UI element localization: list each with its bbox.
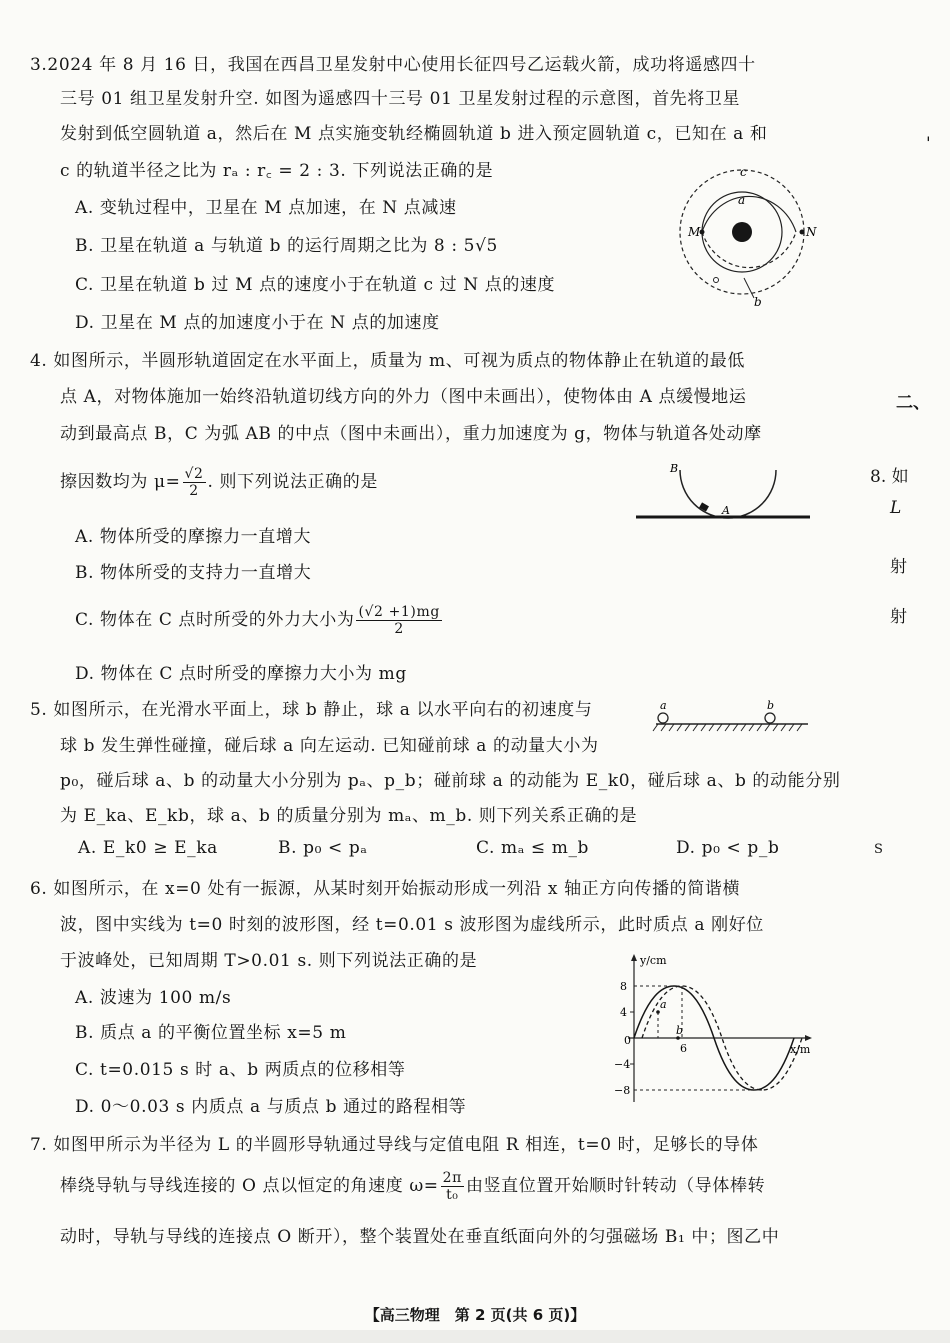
mu-fraction: [183, 466, 206, 499]
ball-b: [765, 713, 775, 723]
q6-line-3: 于波峰处，已知周期 T>0.01 s. 则下列说法正确的是: [60, 951, 478, 971]
label-b: b: [676, 1024, 684, 1037]
q4-option-b: B. 物体所受的支持力一直增大: [75, 563, 312, 583]
label-b: B: [670, 462, 679, 475]
q7-line-3: 动时，导轨与导线的连接点 O 断开），整个装置处在垂直纸面向外的匀强磁场 B₁ 中；图乙中: [60, 1227, 780, 1247]
q6-option-d: D. 0～0.03 s 内质点 a 与质点 b 通过的路程相等: [75, 1097, 467, 1117]
wave-graph: [612, 952, 820, 1110]
tick-y-4: 4: [620, 1006, 627, 1019]
q6-line-1: 6. 如图所示，在 x=0 处有一振源，从某时刻开始振动形成一列沿 x 轴正方向传播的简谐横: [30, 879, 741, 899]
q3-option-d: D. 卫星在 M 点的加速度小于在 N 点的加速度: [75, 313, 440, 333]
q4-option-d: D. 物体在 C 点时所受的摩擦力大小为 mg: [75, 664, 407, 684]
tick-y-neg4: −4: [614, 1058, 631, 1071]
q7-line-2-tail: 由竖直位置开始顺时针转动（导体棒转: [465, 1176, 766, 1196]
surface-hatching: [653, 724, 802, 731]
label-b: b: [754, 295, 762, 309]
x-axis-arrow: [805, 1035, 812, 1041]
q7-line-2-text: 棒绕导轨与导线连接的 O 点以恒定的角速度 ω=: [60, 1176, 439, 1196]
q7-line-2: [60, 1170, 765, 1203]
force-fraction: [356, 604, 441, 637]
q6-line-2: 波，图中实线为 t=0 时刻的波形图，经 t=0.01 s 波形图为虚线所示，此时质点 a 刚好位: [60, 915, 764, 935]
q5-option-d: D. p₀ < p_b: [676, 838, 780, 858]
y-axis-arrow: [631, 954, 637, 961]
margin-mark: ': [926, 134, 931, 154]
omega-fraction: [441, 1170, 464, 1203]
q4-option-c: [75, 604, 444, 637]
margin-question-8: 8. 如: [870, 467, 909, 487]
y-axis-label: y/cm: [640, 954, 667, 967]
q4-mu-prefix: 擦因数均为 μ=: [60, 472, 181, 492]
q3-option-c: C. 卫星在轨道 b 过 M 点的速度小于在轨道 c 过 N 点的速度: [75, 275, 556, 295]
q5-line-2: 球 b 发生弹性碰撞，碰后球 a 向左运动. 已知碰前球 a 的动量大小为: [60, 736, 599, 756]
margin-section-heading: 二、: [896, 393, 930, 413]
q5-line-4: 为 E_ka、E_kb，球 a、b 的质量分别为 mₐ、m_b. 则下列关系正确的是: [60, 806, 638, 826]
q5-option-b: B. p₀ < pₐ: [278, 838, 368, 858]
q3-option-b: B. 卫星在轨道 a 与轨道 b 的运行周期之比为 8 : 5√5: [75, 236, 498, 256]
label-m: M: [688, 225, 701, 239]
q5-line-3: p₀，碰后球 a、b 的动量大小分别为 pₐ、p_b；碰前球 a 的动能为 E_k0，碰后球 a、b 的动能分别: [60, 771, 841, 791]
mu-numerator: √2: [184, 466, 204, 482]
q5-line-1: 5. 如图所示，在光滑水平面上，球 b 静止，球 a 以水平向右的初速度与: [30, 700, 593, 720]
q6-option-c: C. t=0.015 s 时 a、b 两质点的位移相等: [75, 1060, 406, 1080]
omega-denominator: t₀: [446, 1187, 459, 1203]
tick-y-8: 8: [620, 980, 627, 993]
semicircle-track-diagram: [634, 458, 814, 528]
label-a: a: [738, 193, 746, 207]
label-c: c: [740, 165, 747, 179]
margin-fragment-1: 射: [890, 557, 907, 577]
page-footer: 【高三物理 第 2 页(共 6 页)】: [364, 1306, 586, 1324]
q7-line-1: 7. 如图甲所示为半径为 L 的半圆形导轨通过导线与定值电阻 R 相连，t=0 时，足够长的导体: [30, 1135, 759, 1155]
x-axis-label: x/m: [790, 1043, 811, 1056]
q3-option-a: A. 变轨过程中，卫星在 M 点加速，在 N 点减速: [75, 198, 457, 218]
mu-denominator: 2: [189, 483, 199, 499]
q4-mu-suffix: . 则下列说法正确的是: [207, 472, 378, 492]
orbit-diagram: [676, 160, 826, 310]
tick-y-neg8: −8: [614, 1084, 631, 1097]
q4-line-3: 动到最高点 B，C 为弧 AB 的中点（图中未画出），重力加速度为 g，物体与轨道各处动摩: [60, 424, 762, 444]
bottom-band: [0, 1330, 950, 1343]
satellite-marker: [714, 278, 719, 283]
q4-line-2: 点 A，对物体施加一始终沿轨道切线方向的外力（图中未画出），使物体由 A 点缓慢地运: [60, 387, 747, 407]
q6-option-b: B. 质点 a 的平衡位置坐标 x=5 m: [75, 1023, 347, 1043]
omega-numerator: 2π: [442, 1170, 462, 1186]
q3-line-4: c 的轨道半径之比为 rₐ : r꜀ = 2 : 3. 下列说法正确的是: [60, 161, 494, 181]
force-numerator: (√2 +1)mg: [358, 604, 440, 620]
tick-x-6: 6: [680, 1042, 687, 1055]
q3-line-3: 发射到低空圆轨道 a，然后在 M 点实施变轨经椭圆轨道 b 进入预定圆轨道 c，已知在 a 和: [60, 124, 768, 144]
q6-option-a: A. 波速为 100 m/s: [75, 988, 232, 1008]
label-a: a: [660, 998, 667, 1011]
q3-line-2: 三号 01 组卫星发射升空. 如图为遥感四十三号 01 卫星发射过程的示意图，首先将卫星: [60, 89, 741, 109]
margin-l: L: [890, 498, 902, 518]
label-a: A: [722, 504, 730, 517]
point-n: [800, 230, 805, 235]
origin-label: 0: [624, 1034, 631, 1047]
margin-fragment-3: S: [874, 842, 883, 857]
earth: [732, 222, 752, 242]
q4-option-a: A. 物体所受的摩擦力一直增大: [75, 527, 312, 547]
margin-fragment-2: 射: [890, 607, 907, 627]
q5-option-c: C. mₐ ≤ m_b: [476, 838, 590, 858]
collision-diagram: [640, 698, 812, 738]
label-b-pointer: [744, 278, 754, 298]
force-denominator: 2: [394, 621, 404, 637]
label-n: N: [806, 225, 817, 239]
label-b: b: [767, 699, 775, 712]
label-a: a: [660, 699, 667, 712]
q4-line-1: 4. 如图所示，半圆形轨道固定在水平面上，质量为 m、可视为质点的物体静止在轨道的最低: [30, 351, 745, 371]
q4-line-4: [60, 466, 378, 499]
q5-option-a: A. E_k0 ≥ E_ka: [78, 838, 218, 858]
q4-option-c-text: C. 物体在 C 点时所受的外力大小为: [75, 610, 355, 630]
q3-line-1: 3.2024 年 8 月 16 日，我国在西昌卫星发射中心使用长征四号乙运载火箭，成功将遥感四十: [30, 55, 756, 75]
ball-a: [658, 713, 668, 723]
